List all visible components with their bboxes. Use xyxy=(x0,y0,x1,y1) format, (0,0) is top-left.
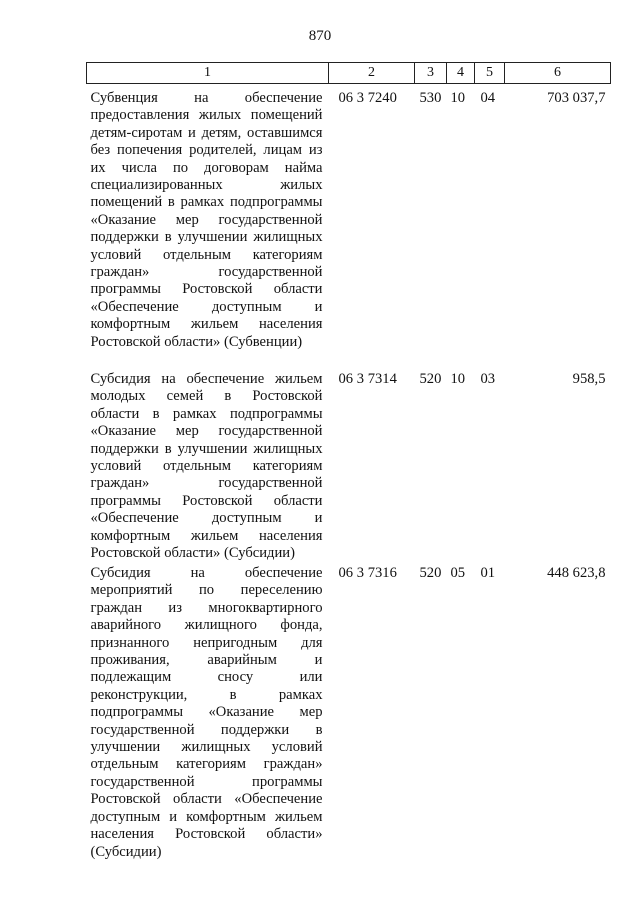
row-target-code: 06 3 7314 xyxy=(338,371,397,387)
table-row xyxy=(87,84,611,352)
row-section: 05 xyxy=(450,565,466,581)
column-header-6: 6 xyxy=(505,63,611,84)
column-header-1: 1 xyxy=(87,63,329,84)
table-header-row xyxy=(87,63,611,84)
row-amount: 448 623,8 xyxy=(547,565,606,581)
row-amount: 703 037,7 xyxy=(547,90,606,106)
budget-table xyxy=(86,62,611,860)
row-expense-type: 520 xyxy=(419,371,442,387)
table-row xyxy=(87,365,611,545)
row-subsection: 03 xyxy=(480,371,496,387)
column-header-2: 2 xyxy=(329,63,415,84)
row-subsection: 04 xyxy=(480,90,496,106)
page-number: 870 xyxy=(308,28,332,44)
row-section: 10 xyxy=(450,371,466,387)
row-expense-type: 520 xyxy=(419,565,442,581)
row-description: Субсидия на обеспечение жильем молодых семей в Ростовской области в рамках подпрограммы «Оказание мер государственной поддержки в улучшении жилищных условий отдельным категориям граждан» государственной программы Ростовской области «Обеспечение доступным и комфортным жильем населения Ростовской области» (Субсидии) xyxy=(90,371,323,562)
row-amount: 958,5 xyxy=(572,371,606,387)
row-subsection: 01 xyxy=(480,565,496,581)
row-expense-type: 530 xyxy=(419,90,442,106)
column-header-5: 5 xyxy=(475,63,505,84)
row-description: Субвенция на обеспечение предоставления жилых помещений детям-сиротам и детям, оставшимся без попечения родителей, лицам из их числа по договорам найма специализированных жилых помещений в рамках подпрограммы «Оказание мер государственной поддержки в улучшении жилищных условий отдельным категориям граждан» государственной программы Ростовской области «Обеспечение доступным и комфортным жильем населения Ростовской области» (Субвенции) xyxy=(90,90,323,350)
column-header-4: 4 xyxy=(447,63,475,84)
row-description: Субсидия на обеспечение мероприятий по переселению граждан из многоквартирного аварийного жилищного фонда, признанного непригодным для проживания, аварийным и подлежащим сносу или реконструкции, в рамках подпрограммы «Оказание мер государственной поддержки в улучшении жилищных условий отдельным категориям граждан» государственной программы Ростовской области «Обеспечение доступным и комфортным жильем населения Ростовской области» (Субсидии) xyxy=(90,565,323,860)
row-section: 10 xyxy=(450,90,466,106)
row-target-code: 06 3 7240 xyxy=(338,90,397,106)
table-row xyxy=(87,559,611,826)
column-header-3: 3 xyxy=(415,63,447,84)
row-target-code: 06 3 7316 xyxy=(338,565,397,581)
